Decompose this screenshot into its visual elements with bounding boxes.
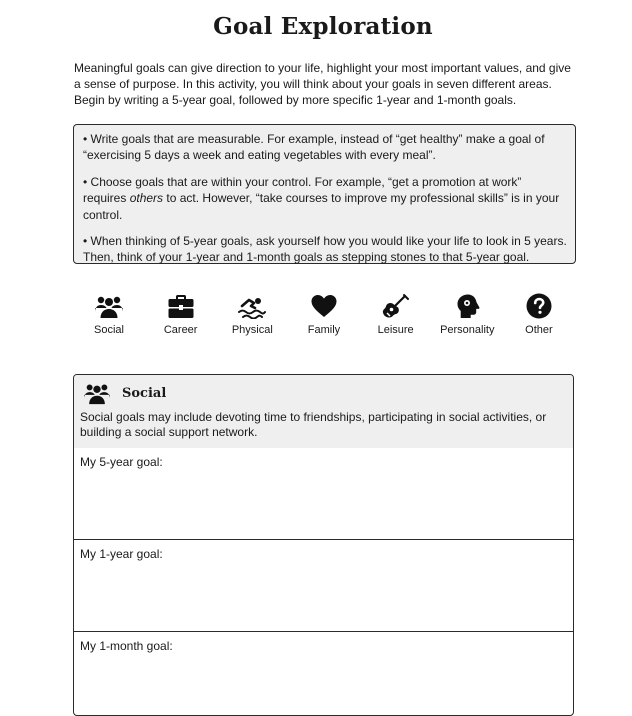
- tip-control-text-a: • Choose goals that are within your control. For example, “get a promotion at work” requires: [83, 174, 522, 206]
- head-icon: [453, 293, 481, 319]
- heart-icon: [310, 293, 338, 319]
- area-leisure-label: Leisure: [377, 324, 414, 336]
- area-career: [146, 293, 216, 336]
- tip-control: [83, 174, 567, 223]
- social-card-title-row: [80, 381, 567, 405]
- social-card-header: [74, 375, 573, 448]
- page-title: Goal Exploration: [213, 13, 433, 40]
- tip-control-emphasis: others: [129, 191, 164, 206]
- social-card-description: Social goals may include devoting time to friendships, participating in social activities, or building a social support network.: [80, 410, 547, 439]
- five-year-goal-field[interactable]: [74, 448, 573, 540]
- tips-box: [73, 124, 576, 264]
- area-physical: [217, 293, 287, 336]
- area-family-label: Family: [307, 324, 341, 336]
- tip-measurable: • Write goals that are measurable. For example, instead of “get healthy” make a goal of “exercising 5 days a week and eating vegetables with every meal”.: [83, 132, 545, 163]
- intro-paragraph: Meaningful goals can give direction to your life, highlight your most important values, and give a sense of purpose. In this activity, you will think about your goals in seven different areas. Begin by writing a 5-year goal, followed by more specific 1-year and 1-month goals.: [74, 61, 571, 108]
- briefcase-icon: [167, 293, 195, 319]
- five-year-goal-label: My 5-year goal:: [80, 455, 163, 469]
- swimmer-icon: [238, 293, 266, 319]
- area-family: [289, 293, 359, 336]
- tip-control-text-b: to act. However, “take courses to improve my professional skills” is in your control.: [83, 191, 560, 222]
- area-career-label: Career: [163, 324, 198, 336]
- question-circle-icon: [525, 293, 553, 319]
- social-goal-card: [73, 374, 574, 716]
- area-social-label: Social: [94, 324, 124, 336]
- area-personality: [432, 293, 502, 336]
- one-year-goal-label: My 1-year goal:: [80, 547, 163, 561]
- area-leisure: [361, 293, 431, 336]
- area-other-label: Other: [525, 324, 553, 336]
- guitar-icon: [382, 293, 410, 319]
- area-other: [504, 293, 574, 336]
- goal-areas: [74, 293, 574, 336]
- people-group-icon: [95, 293, 123, 319]
- social-card-title: Social: [122, 385, 167, 401]
- area-social: [74, 293, 144, 336]
- tip-stepping-stones: • When thinking of 5-year goals, ask yourself how you would like your life to look in 5 years. Then, think of your 1-year and 1-month goals as stepping stones to that 5-year goal.: [83, 234, 567, 265]
- area-personality-label: Personality: [440, 324, 495, 336]
- area-physical-label: Physical: [231, 324, 273, 336]
- people-group-icon: [84, 381, 110, 405]
- one-year-goal-field[interactable]: [74, 540, 573, 632]
- one-month-goal-label: My 1-month goal:: [80, 639, 173, 653]
- one-month-goal-field[interactable]: [74, 632, 573, 716]
